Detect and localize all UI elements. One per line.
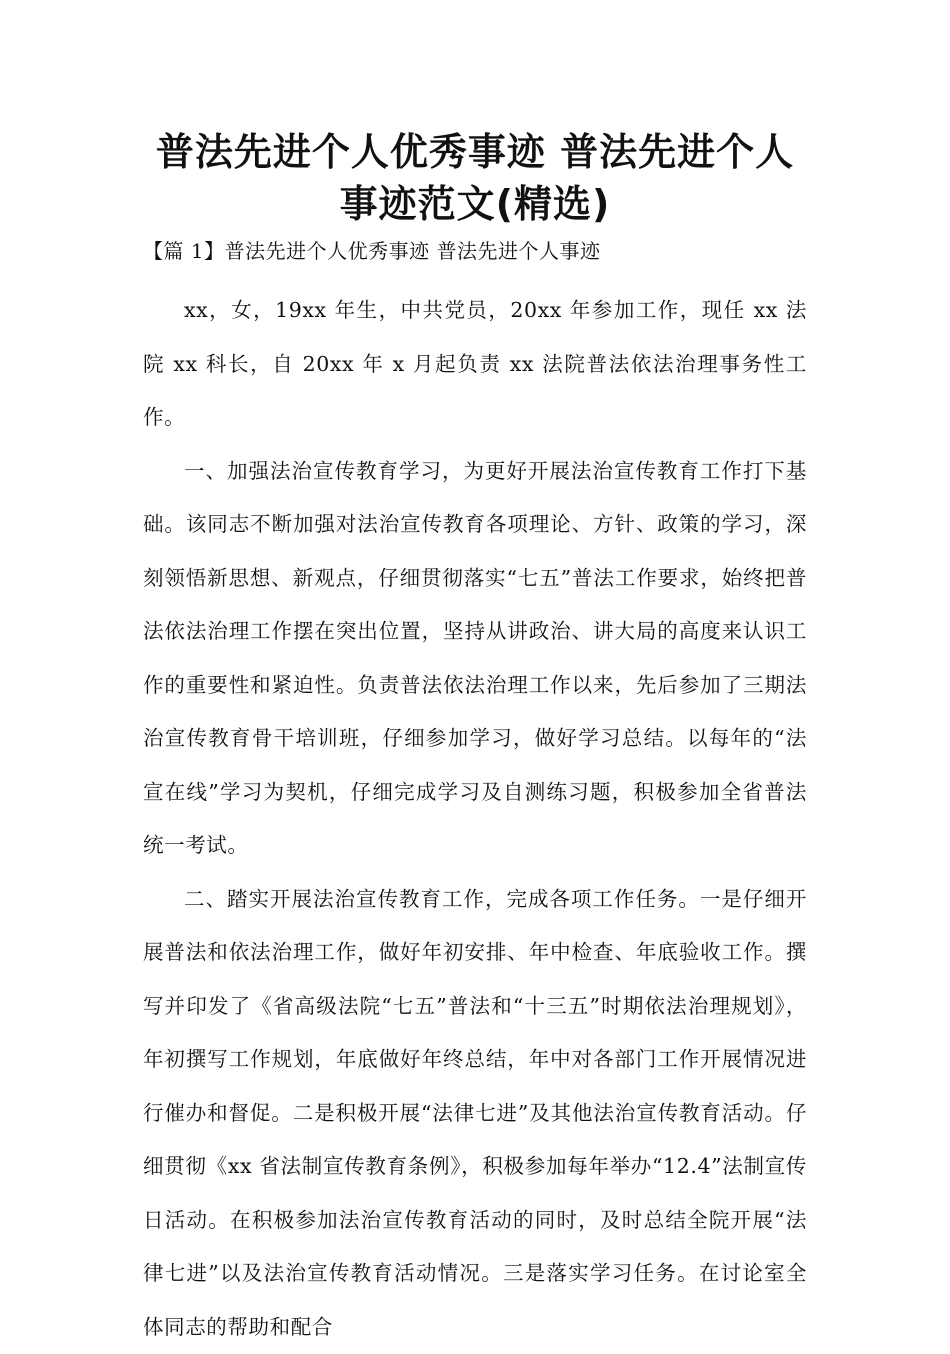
title-line-1: 普法先进个人优秀事迹 普法先进个人 — [143, 126, 807, 178]
paragraph-intro: xx，女，19xx 年生，中共党员，20xx 年参加工作，现任 xx 法院 xx 科长，自 20xx 年 x 月起负责 xx 法院普法依法治理事务性工作。 — [143, 284, 807, 445]
title-line-2: 事迹范文(精选) — [143, 178, 807, 230]
paragraph-section-one: 一、加强法治宣传教育学习，为更好开展法治宣传教育工作打下基础。该同志不断加强对法治宣传教育各项理论、方针、政策的学习，深刻领悟新思想、新观点，仔细贯彻落实“七五”普法工作要求，始终把普法依法治理工作摆在突出位置，坚持从讲政治、讲大局的高度来认识工作的重要性和紧迫性。负责普法依法治理工作以来，先后参加了三期法治宣传教育骨干培训班，仔细参加学习，做好学习总结。以每年的“法宣在线”学习为契机，仔细完成学习及自测练习题，积极参加全省普法统一考试。 — [143, 445, 807, 873]
paragraph-section-two: 二、踏实开展法治宣传教育工作，完成各项工作任务。一是仔细开展普法和依法治理工作，做好年初安排、年中检查、年底验收工作。撰写并印发了《省高级法院“七五”普法和“十三五”时期依法治理规划》，年初撰写工作规划，年底做好年终总结，年中对各部门工作开展情况进行催办和督促。二是积极开展“法律七进”及其他法治宣传教育活动。仔细贯彻《xx 省法制宣传教育条例》，积极参加每年举办“12.4”法制宣传日活动。在积极参加法治宣传教育活动的同时，及时总结全院开展“法律七进”以及法治宣传教育活动情况。三是落实学习任务。在讨论室全体同志的帮助和配合 — [143, 873, 807, 1354]
document-title — [143, 126, 807, 230]
section-heading: 【篇 1】普法先进个人优秀事迹 普法先进个人事迹 — [143, 236, 807, 266]
